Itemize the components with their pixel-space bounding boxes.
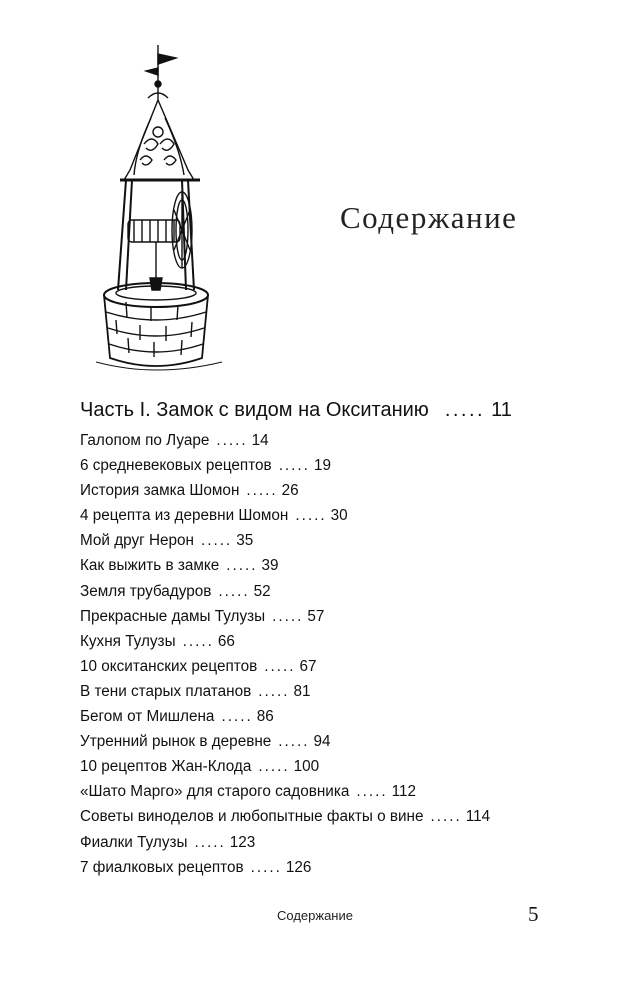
toc-page-number: 81 <box>293 682 311 700</box>
toc-leader-dots: ..... <box>216 432 248 449</box>
toc-entry-label: Прекрасные дамы Тулузы <box>80 607 266 625</box>
toc-page-number: 19 <box>313 457 331 475</box>
page-number: 5 <box>528 902 539 926</box>
toc-leader-dots: ..... <box>250 858 282 876</box>
toc-page-number: 11 <box>491 399 512 421</box>
toc-page-number: 123 <box>229 833 256 851</box>
toc-entry[interactable] <box>80 553 560 578</box>
toc-entry[interactable] <box>80 704 560 729</box>
toc-leader-dots: ..... <box>258 682 290 700</box>
toc-leader-dots: ..... <box>295 507 327 525</box>
toc-leader-dots: ..... <box>200 532 233 550</box>
toc-leader-dots: ..... <box>194 833 226 851</box>
well-illustration <box>96 40 236 375</box>
toc-entry[interactable] <box>80 804 560 829</box>
toc-leader-dots: ..... <box>182 632 214 650</box>
toc-entry-label: Фиалки Тулузы <box>80 833 188 851</box>
toc-entry-label: В тени старых платанов <box>80 682 252 700</box>
toc-part-entry[interactable] <box>80 395 560 425</box>
page-title: Содержание <box>340 200 518 235</box>
toc-entry[interactable] <box>80 830 560 855</box>
toc-page-number: 30 <box>330 507 348 525</box>
toc-entry[interactable] <box>80 604 560 629</box>
toc-page-number: 66 <box>217 632 235 650</box>
toc-page-number: 100 <box>293 758 320 776</box>
toc-leader-dots: ..... <box>278 457 310 475</box>
toc-entry[interactable] <box>80 729 560 754</box>
toc-entry[interactable] <box>80 503 560 528</box>
toc-part-label: Часть I. Замок с видом на Окситанию <box>80 399 429 421</box>
toc-entry[interactable] <box>80 679 560 704</box>
toc-leader-dots: ..... <box>356 783 388 801</box>
toc-leader-dots: ..... <box>218 582 250 600</box>
toc-page-number: 114 <box>465 808 491 826</box>
toc-entry[interactable] <box>80 528 560 553</box>
toc-entry-label: 10 рецептов Жан-Клода <box>80 758 252 776</box>
table-of-contents <box>80 395 560 880</box>
toc-entry[interactable] <box>80 779 560 804</box>
toc-entry-label: Как выжить в замке <box>80 557 220 575</box>
toc-entry[interactable] <box>80 428 560 453</box>
toc-page-number: 94 <box>313 733 331 751</box>
toc-leader-dots: ..... <box>246 482 278 500</box>
toc-page-number: 26 <box>281 482 299 500</box>
toc-leader-dots: ..... <box>221 708 253 726</box>
toc-page-number: 67 <box>299 657 317 675</box>
toc-page-number: 126 <box>285 858 312 876</box>
toc-entry-label: Галопом по Луаре <box>80 432 210 449</box>
toc-page-number: 86 <box>256 708 274 726</box>
toc-leader-dots: ..... <box>278 733 310 751</box>
toc-page-number: 57 <box>307 607 325 625</box>
toc-entry-label: 4 рецепта из деревни Шомон <box>80 507 289 525</box>
toc-entry[interactable] <box>80 453 560 478</box>
toc-page-number: 52 <box>253 582 271 600</box>
toc-page-number: 35 <box>236 532 254 550</box>
toc-entry-label: Бегом от Мишлена <box>80 708 215 726</box>
toc-leader-dots: ..... <box>444 399 486 421</box>
toc-entry-label: Советы виноделов и любопытные факты о вине <box>80 808 424 826</box>
toc-entry-label: 10 окситанских рецептов <box>80 657 258 675</box>
running-title: Содержание <box>277 908 353 923</box>
toc-entry[interactable] <box>80 855 560 880</box>
toc-leader-dots: ..... <box>430 808 462 826</box>
toc-entry-label: «Шато Марго» для старого садовника <box>80 783 350 801</box>
toc-entry[interactable] <box>80 478 560 503</box>
toc-page-number: 112 <box>391 783 417 801</box>
toc-leader-dots: ..... <box>258 758 290 776</box>
toc-leader-dots: ..... <box>226 557 258 575</box>
toc-entry-label: Кухня Тулузы <box>80 632 176 650</box>
toc-leader-dots: ..... <box>272 607 304 625</box>
toc-page-number: 39 <box>261 557 279 575</box>
toc-entry-label: История замка Шомон <box>80 482 240 500</box>
toc-entry[interactable] <box>80 579 560 604</box>
toc-entry[interactable] <box>80 654 560 679</box>
toc-entry-label: Утренний рынок в деревне <box>80 733 272 751</box>
toc-leader-dots: ..... <box>264 657 296 675</box>
toc-entry[interactable] <box>80 754 560 779</box>
toc-entry[interactable] <box>80 629 560 654</box>
toc-entry-label: 7 фиалковых рецептов <box>80 858 244 876</box>
toc-entry-label: Земля трубадуров <box>80 582 212 600</box>
toc-page-number: 14 <box>251 432 269 449</box>
toc-entry-label: Мой друг Нерон <box>80 532 194 550</box>
toc-entry-label: 6 средневековых рецептов <box>80 457 272 475</box>
